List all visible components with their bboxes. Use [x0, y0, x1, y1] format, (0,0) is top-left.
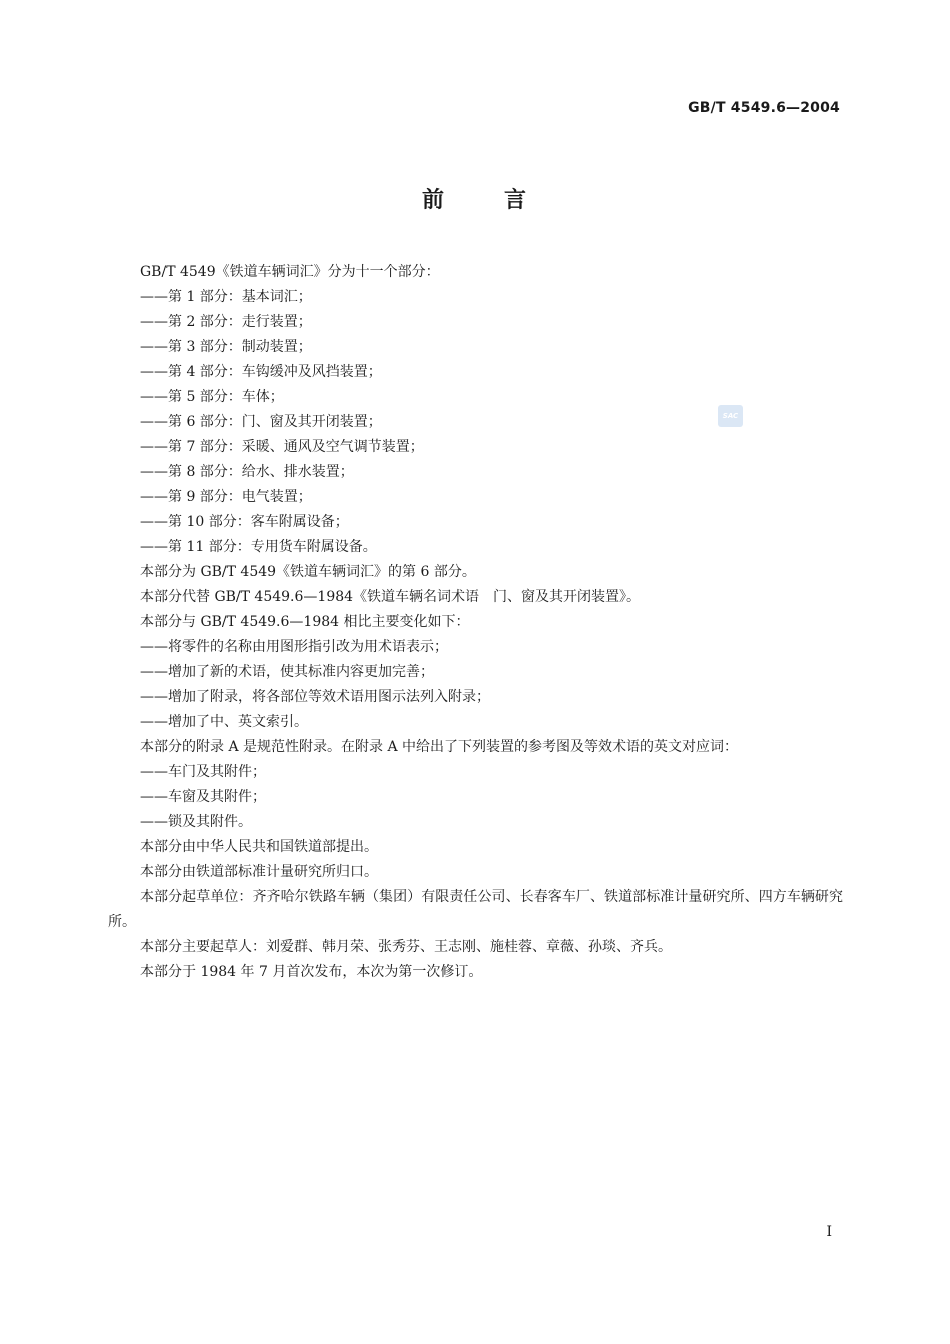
list-item: ——增加了新的术语，使其标准内容更加完善； [140, 664, 434, 680]
list-item: ——第 1 部分：基本词汇； [140, 289, 312, 305]
foreword-body [108, 260, 843, 985]
title-char-1: 前 [421, 187, 446, 213]
paragraph: 本部分的附录 A 是规范性附录。在附录 A 中给出了下列装置的参考图及等效术语的英文对应词： [140, 739, 739, 755]
list-item: ——增加了附录，将各部位等效术语用图示法列入附录； [140, 689, 490, 705]
paragraph: 本部分为 GB/T 4549《铁道车辆词汇》的第 6 部分。 [140, 564, 476, 580]
standard-number: GB/T 4549.6—2004 [688, 100, 840, 116]
list-item: ——将零件的名称由用图形指引改为用术语表示； [140, 639, 448, 655]
list-item: ——第 8 部分：给水、排水装置； [140, 464, 354, 480]
list-item: ——第 6 部分：门、窗及其开闭装置； [140, 414, 382, 430]
list-item: ——第 3 部分：制动装置； [140, 339, 312, 355]
list-item: ——车窗及其附件； [140, 789, 266, 805]
page-number: I [826, 1224, 832, 1240]
list-item: ——增加了中、英文索引。 [140, 714, 308, 730]
sac-watermark-logo: SAC [718, 405, 743, 427]
paragraph: 本部分于 1984 年 7 月首次发布，本次为第一次修订。 [140, 964, 483, 980]
list-item: ——第 4 部分：车钩缓冲及风挡装置； [140, 364, 382, 380]
paragraph: 本部分主要起草人：刘爱群、韩月荣、张秀芬、王志刚、施桂蓉、章薇、孙琰、齐兵。 [140, 939, 672, 955]
page-title [0, 183, 950, 214]
title-char-2: 言 [504, 187, 529, 213]
list-item: ——第 2 部分：走行装置； [140, 314, 312, 330]
paragraph: GB/T 4549《铁道车辆词汇》分为十一个部分： [140, 264, 440, 280]
list-item: ——第 5 部分：车体； [140, 389, 284, 405]
paragraph: 本部分由中华人民共和国铁道部提出。 [140, 839, 378, 855]
list-item: ——第 11 部分：专用货车附属设备。 [140, 539, 377, 555]
list-item: ——锁及其附件。 [140, 814, 252, 830]
paragraph: 本部分代替 GB/T 4549.6—1984《铁道车辆名词术语 门、窗及其开闭装置》。 [140, 589, 641, 605]
paragraph: 本部分由铁道部标准计量研究所归口。 [140, 864, 378, 880]
list-item: ——第 7 部分：采暖、通风及空气调节装置； [140, 439, 424, 455]
list-item: ——车门及其附件； [140, 764, 266, 780]
list-item: ——第 9 部分：电气装置； [140, 489, 312, 505]
paragraph: 本部分起草单位：齐齐哈尔铁路车辆（集团）有限责任公司、长春客车厂、铁道部标准计量研究所、四方车辆研究所。 [108, 889, 843, 930]
list-item: ——第 10 部分：客车附属设备； [140, 514, 349, 530]
paragraph: 本部分与 GB/T 4549.6—1984 相比主要变化如下： [140, 614, 470, 630]
